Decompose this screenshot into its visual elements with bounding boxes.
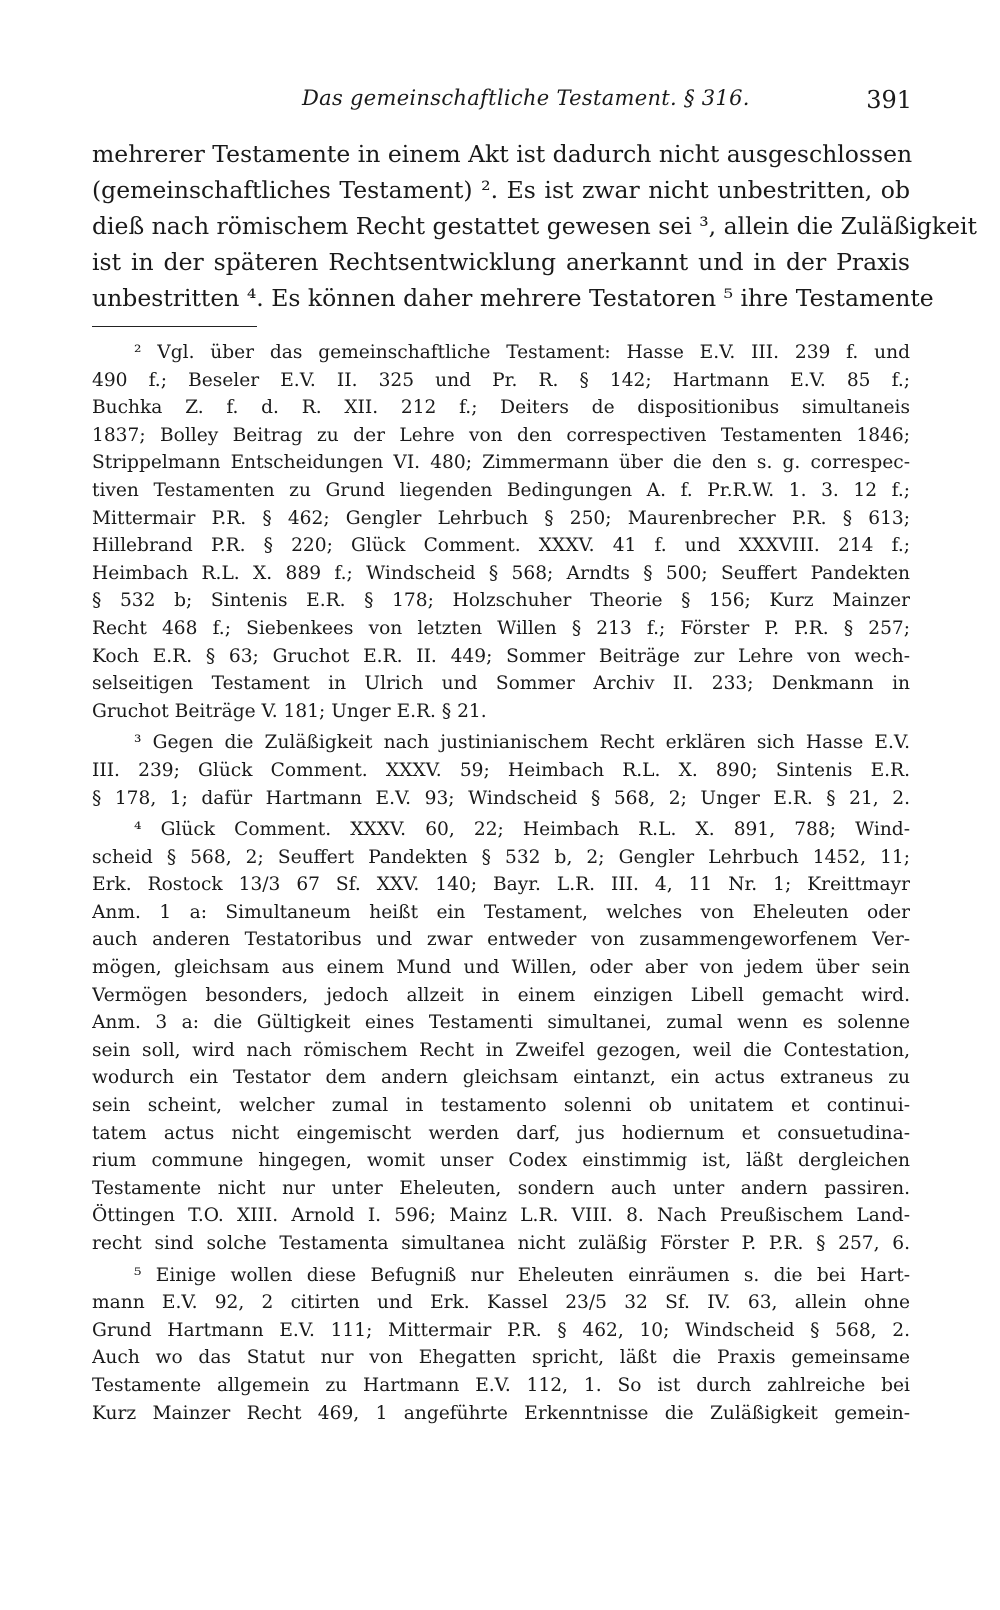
body-line: unbestritten ⁴. Es können daher mehrere Testatoren ⁵ ihre Testamente bbox=[92, 284, 934, 312]
footnote-line: ³ Gegen die Zuläßigkeit nach justinianischem Recht erklären sich Hasse E.V. bbox=[134, 732, 910, 754]
footnote-line: ⁴ Glück Comment. XXXV. 60, 22; Heimbach R.L. X. 891, 788; Wind- bbox=[134, 819, 910, 841]
footnote-line: Heimbach R.L. X. 889 f.; Windscheid § 568; Arndts § 500; Seuffert Pandekten bbox=[92, 562, 910, 584]
footnote-line: Strippelmann Entscheidungen VI. 480; Zimmermann über die den s. g. correspec- bbox=[92, 452, 910, 474]
footnote-line: auch anderen Testatoribus und zwar entweder von zusammengeworfenem Ver- bbox=[92, 929, 910, 951]
footnote-2 bbox=[92, 339, 910, 725]
footnote-line: Hillebrand P.R. § 220; Glück Comment. XXXV. 41 f. und XXXVIII. 214 f.; bbox=[92, 535, 910, 557]
footnote-5 bbox=[92, 1262, 910, 1428]
footnote-line: tatem actus nicht eingemischt werden darf, jus hodiernum et consuetudina- bbox=[92, 1122, 910, 1144]
footnote-line: tiven Testamenten zu Grund liegenden Bedingungen A. f. Pr.R.W. 1. 3. 12 f.; bbox=[92, 479, 910, 501]
footnote-line: Anm. 3 a: die Gültigkeit eines Testamenti simultanei, zumal wenn es solenne bbox=[92, 1012, 910, 1034]
footnote-line: mögen, gleichsam aus einem Mund und Willen, oder aber von jedem über sein bbox=[92, 957, 910, 979]
footnote-line: ² Vgl. über das gemeinschaftliche Testament: Hasse E.V. III. 239 f. und bbox=[134, 342, 910, 363]
footnote-line: ⁵ Einige wollen diese Befugniß nur Eheleuten einräumen s. die bei Hart- bbox=[134, 1264, 910, 1286]
footnote-line: Testamente allgemein zu Hartmann E.V. 112, 1. So ist durch zahlreiche bei bbox=[92, 1374, 910, 1396]
footnote-line: Kurz Mainzer Recht 469, 1 angeführte Erkenntnisse die Zuläßigkeit gemein- bbox=[92, 1402, 910, 1424]
page-number: 391 bbox=[866, 86, 912, 114]
footnote-line: Öttingen T.O. XIII. Arnold I. 596; Mainz L.R. VIII. 8. Nach Preußischem Land- bbox=[92, 1205, 910, 1227]
footnote-3 bbox=[92, 729, 910, 812]
running-title: Das gemeinschaftliche Testament. § 316. bbox=[302, 86, 750, 110]
footnote-line: rium commune hingegen, womit unser Codex einstimmig ist, läßt dergleichen bbox=[92, 1150, 910, 1172]
body-paragraph bbox=[92, 136, 977, 316]
body-line: (gemeinschaftliches Testament) ². Es ist zwar nicht unbestritten, ob bbox=[92, 176, 910, 204]
footnote-line: Vermögen besonders, jedoch allzeit in einem einzigen Libell gemacht wird. bbox=[92, 984, 910, 1006]
footnote-line: Buchka Z. f. d. R. XII. 212 f.; Deiters de dispositionibus simultaneis bbox=[92, 397, 910, 419]
footnote-line: wodurch ein Testator dem andern gleichsam eintanzt, ein actus extraneus zu bbox=[92, 1067, 910, 1089]
footnote-line: Testamente nicht nur unter Eheleuten, sondern auch unter andern passiren. bbox=[92, 1177, 910, 1199]
footnote-4 bbox=[92, 816, 910, 1258]
footnote-line: Auch wo das Statut nur von Ehegatten spricht, läßt die Praxis gemeinsame bbox=[92, 1347, 910, 1369]
main-text bbox=[92, 136, 977, 316]
footnote-line: Recht 468 f.; Siebenkees von letzten Willen § 213 f.; Förster P. P.R. § 257; bbox=[92, 617, 910, 639]
footnote-separator bbox=[92, 326, 257, 327]
footnote-line: § 532 b; Sintenis E.R. § 178; Holzschuher Theorie § 156; Kurz Mainzer bbox=[92, 590, 910, 612]
footnote-line: Mittermair P.R. § 462; Gengler Lehrbuch § 250; Maurenbrecher P.R. § 613; bbox=[92, 507, 910, 529]
footnote-line: Erk. Rostock 13/3 67 Sf. XXV. 140; Bayr. L.R. III. 4, 11 Nr. 1; Kreittmayr bbox=[92, 874, 910, 896]
footnote-line: Gruchot Beiträge V. 181; Unger E.R. § 21. bbox=[92, 700, 487, 722]
footnote-line: § 178, 1; dafür Hartmann E.V. 93; Windscheid § 568, 2; Unger E.R. § 21, 2. bbox=[92, 787, 910, 809]
footnote-line: 1837; Bolley Beitrag zu der Lehre von den correspectiven Testamenten 1846; bbox=[92, 424, 910, 446]
footnotes bbox=[92, 339, 910, 1431]
footnote-line: sein scheint, welcher zumal in testamento solenni ob unitatem et continui- bbox=[92, 1095, 910, 1117]
footnote-line: Koch E.R. § 63; Gruchot E.R. II. 449; Sommer Beiträge zur Lehre von wech- bbox=[92, 645, 910, 667]
footnote-line: selseitigen Testament in Ulrich und Sommer Archiv II. 233; Denkmann in bbox=[92, 673, 910, 695]
footnote-line: recht sind solche Testamenta simultanea nicht zuläßig Förster P. P.R. § 257, 6. bbox=[92, 1233, 910, 1254]
footnote-line: sein soll, wird nach römischem Recht in Zweifel gezogen, weil die Contestation, bbox=[92, 1039, 910, 1061]
body-line: ist in der späteren Rechtsentwicklung anerkannt und in der Praxis bbox=[92, 248, 910, 276]
page-header bbox=[92, 86, 912, 122]
footnote-line: scheid § 568, 2; Seuffert Pandekten § 532 b, 2; Gengler Lehrbuch 1452, 11; bbox=[92, 846, 910, 868]
footnote-line: III. 239; Glück Comment. XXXV. 59; Heimbach R.L. X. 890; Sintenis E.R. bbox=[92, 759, 910, 781]
footnote-line: 490 f.; Beseler E.V. II. 325 und Pr. R. § 142; Hartmann E.V. 85 f.; bbox=[92, 369, 910, 391]
body-line: mehrerer Testamente in einem Akt ist dadurch nicht ausgeschlossen bbox=[92, 140, 913, 168]
footnote-line: Grund Hartmann E.V. 111; Mittermair P.R. § 462, 10; Windscheid § 568, 2. bbox=[92, 1319, 910, 1341]
footnote-line: Anm. 1 a: Simultaneum heißt ein Testament, welches von Eheleuten oder bbox=[92, 901, 910, 923]
body-line: dieß nach römischem Recht gestattet gewesen sei ³, allein die Zuläßigkeit bbox=[92, 212, 977, 240]
footnote-line: mann E.V. 92, 2 citirten und Erk. Kassel 23/5 32 Sf. IV. 63, allein ohne bbox=[92, 1292, 910, 1314]
